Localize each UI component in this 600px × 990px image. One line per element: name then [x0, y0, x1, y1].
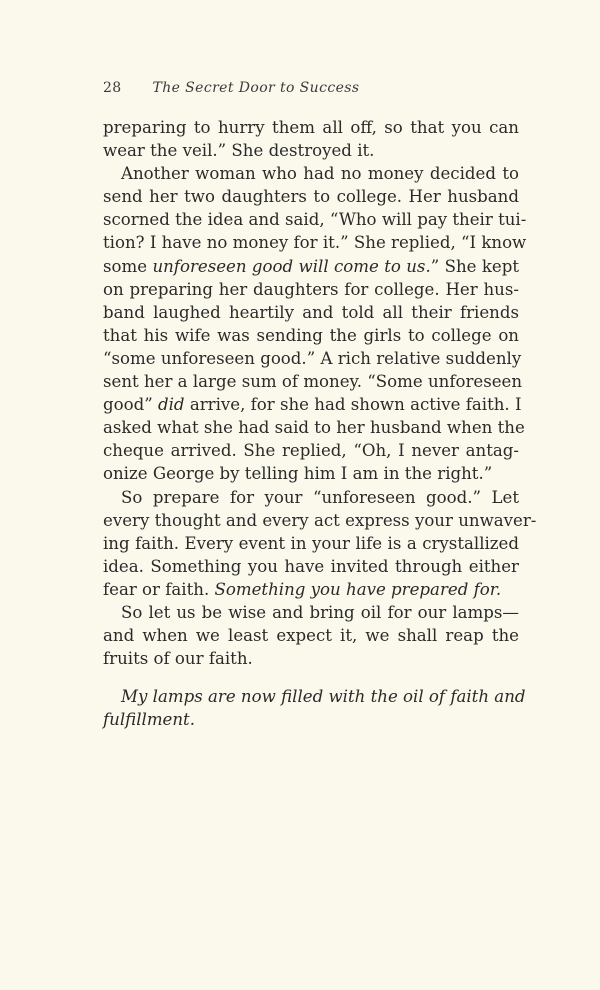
text-line: scorned the idea and said, “Who will pay their tui-	[103, 210, 527, 230]
text-line	[103, 578, 519, 601]
text-line: “some unforeseen good.” A rich relative suddenly	[103, 348, 522, 368]
text-run: fear or faith.	[103, 579, 215, 599]
text-run: some	[103, 256, 153, 276]
affirmation-line: fulfillment.	[103, 710, 196, 730]
text-line	[103, 255, 519, 278]
text-line: sent her a large sum of money. “Some unforeseen	[103, 372, 523, 392]
text-line: band laughed heartily and told all their friends	[103, 302, 519, 322]
text-run: ” She kept	[430, 256, 519, 276]
closing-affirmation	[103, 685, 526, 731]
text-line: cheque arrived. She replied, “Oh, I never antag-	[103, 441, 519, 461]
text-line: idea. Something you have invited through either	[103, 556, 519, 576]
text-line: on preparing her daughters for college. Her hus-	[103, 279, 519, 299]
text-run: good”	[103, 395, 158, 415]
emphasis-text: Something you have prepared for.	[214, 579, 502, 599]
body-text	[103, 116, 537, 670]
text-line: Another woman who had no money decided to	[121, 164, 519, 184]
affirmation-line: My lamps are now filled with the oil of faith and	[121, 687, 526, 706]
emphasis-text: did	[157, 395, 185, 415]
text-run: arrive, for she had shown active faith. I	[184, 395, 522, 415]
text-line: every thought and every act express your unwaver-	[103, 510, 537, 530]
text-line: fruits of our faith.	[103, 649, 253, 669]
text-line: ing faith. Every event in your life is a crystallized	[103, 533, 519, 553]
text-line: So prepare for your “unforeseen good.” Let	[121, 487, 519, 507]
running-title: The Secret Door to Success	[152, 80, 360, 96]
page-header	[103, 80, 359, 96]
text-line	[103, 393, 522, 416]
page-number: 28	[103, 80, 122, 96]
paragraph-2	[103, 162, 527, 485]
text-line: tion? I have no money for it.” She replied, “I know	[103, 233, 527, 253]
text-line: asked what she had said to her husband when the	[103, 418, 525, 438]
text-line: send her two daughters to college. Her husband	[103, 187, 519, 207]
paragraph-4	[103, 601, 519, 670]
text-line: So let us be wise and bring oil for our lamps—	[121, 602, 519, 622]
emphasis-text: unforeseen good will come to us.	[152, 256, 431, 276]
text-line: and when we least expect it, we shall reap the	[103, 626, 519, 646]
text-line: preparing to hurry them all off, so that you can	[103, 118, 519, 137]
text-line: onize George by telling him I am in the right.”	[103, 464, 493, 484]
paragraph-3	[103, 486, 537, 601]
paragraph-1	[103, 116, 519, 162]
text-line: wear the veil.” She destroyed it.	[103, 141, 375, 161]
text-line: that his wife was sending the girls to college on	[103, 325, 519, 345]
